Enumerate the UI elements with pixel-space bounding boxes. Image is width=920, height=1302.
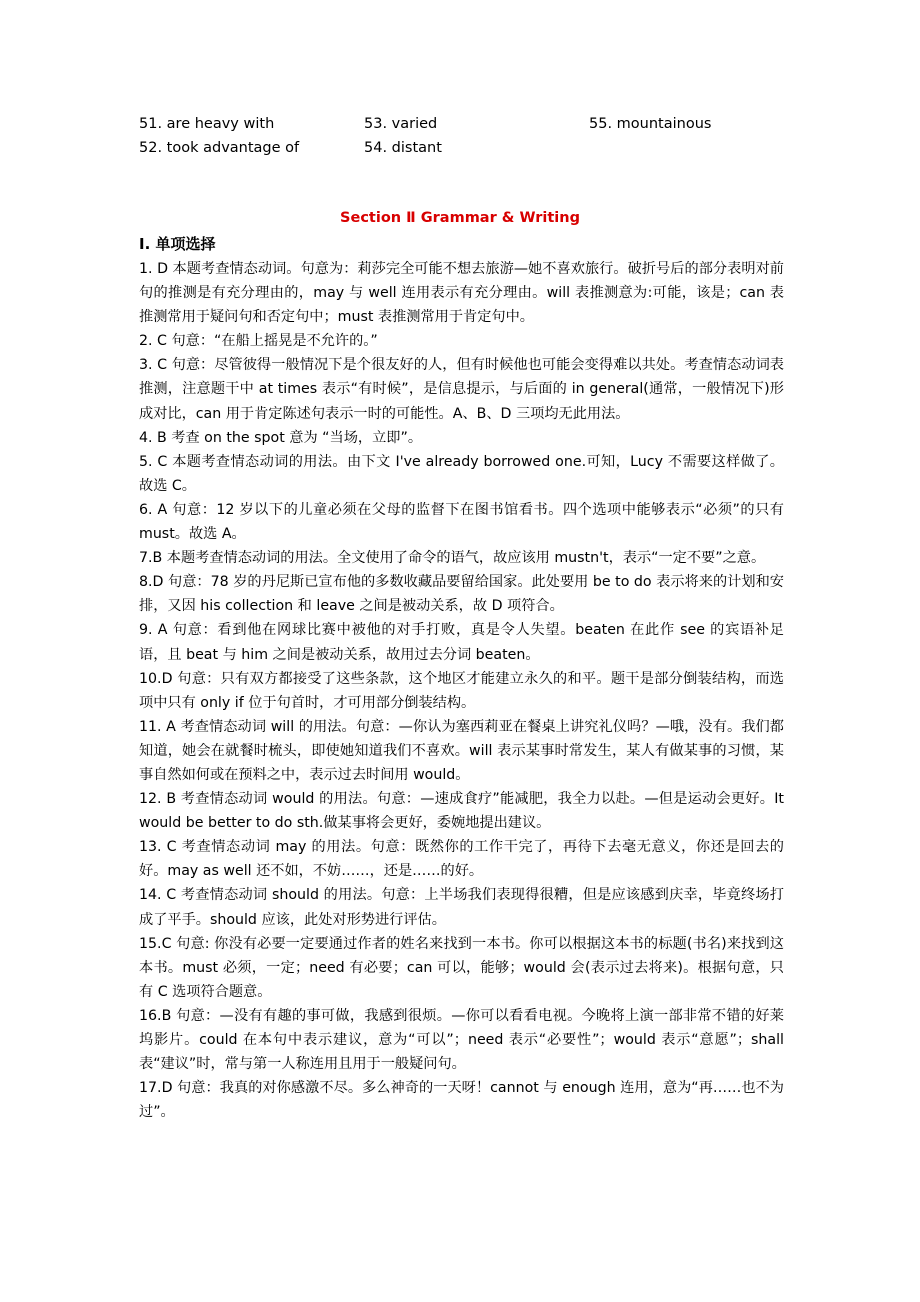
answer-item: 3. C 句意：尽管彼得一般情况下是个很友好的人，但有时候他也可能会变得难以共处。考查情态动词表推测，注意题干中 at times 表示“有时候”，是信息提示，与后面的 in general(通常，一般情况下)形成对比，can 用于肯定陈述句表示一时的可能性。A、B、D 三项均无此用法。 xyxy=(139,357,784,422)
vocab-item: 54. distant xyxy=(364,140,442,156)
answer-item: 17.D 句意：我真的对你感激不尽。多么神奇的一天呀！cannot 与 enough 连用，意为“再……也不为过”。 xyxy=(139,1080,784,1121)
answer-item: 4. B 考查 on the spot 意为 “当场，立即”。 xyxy=(139,429,423,446)
answer-item: 15.C 句意: 你没有必要一定要通过作者的姓名来找到一本书。你可以根据这本书的标题(书名)来找到这本书。must 必须，一定；need 有必要；can 可以，能够；would 会(表示过去将来)。根据句意，只有 C 选项符合题意。 xyxy=(139,935,784,1000)
answer-item: 13. C 考查情态动词 may 的用法。句意：既然你的工作干完了，再待下去毫无意义，你还是回去的好。may as well 还不如，不妨……，还是……的好。 xyxy=(139,839,784,880)
answer-item: 1. D 本题考查情态动词。句意为：莉莎完全可能不想去旅游—她不喜欢旅行。破折号后的部分表明对前句的推测是有充分理由的，may 与 well 连用表示有充分理由。will 表推测意为:可能，该是；can 表推测常用于疑问句和否定句中；must 表推测常用于肯定句中。 xyxy=(139,261,784,326)
answer-item: 2. C 句意：“在船上摇晃是不允许的。” xyxy=(139,333,378,350)
section-title: Section Ⅱ Grammar & Writing xyxy=(340,210,580,226)
answer-item: 8.D 句意：78 岁的丹尼斯已宣布他的多数收藏品要留给国家。此处要用 be to do 表示将来的计划和安排，又因 his collection 和 leave 之间是被动关系，故 D 项符合。 xyxy=(139,574,784,615)
answer-item: 11. A 考查情态动词 will 的用法。句意：—你认为塞西莉亚在餐桌上讲究礼仪吗？—哦，没有。我们都知道，她会在就餐时梳头，即使她知道我们不喜欢。will 表示某事时常发生，某人有做某事的习惯，某事自然如何或在预料之中，表示过去时间用 would。 xyxy=(139,718,784,783)
vocab-item: 53. varied xyxy=(364,116,438,132)
answer-item: 7.B 本题考查情态动词的用法。全文使用了命令的语气，故应该用 mustn't，表示“一定不要”之意。 xyxy=(139,550,766,567)
vocab-item: 51. are heavy with xyxy=(139,116,275,132)
answer-item: 9. A 句意：看到他在网球比赛中被他的对手打败，真是令人失望。beaten 在此作 see 的宾语补足语，且 beat 与 him 之间是被动关系，故用过去分词 beaten。 xyxy=(139,622,784,663)
answer-item: 5. C 本题考查情态动词的用法。由下文 I've already borrowed one.可知，Lucy 不需要这样做了。故选 C。 xyxy=(139,453,784,494)
answer-item: 10.D 句意：只有双方都接受了这些条款，这个地区才能建立永久的和平。题干是部分倒装结构，而选项中只有 only if 位于句首时，才可用部分倒装结构。 xyxy=(139,670,784,711)
vocabulary-answers xyxy=(139,114,779,158)
vocab-item: 55. mountainous xyxy=(589,116,712,132)
vocab-item: 52. took advantage of xyxy=(139,140,300,156)
answer-item: 14. C 考查情态动词 should 的用法。句意：上半场我们表现得很糟，但是应该感到庆幸，毕竟终场打成了平手。should 应该，此处对形势进行评估。 xyxy=(139,887,784,928)
answer-item: 12. B 考查情态动词 would 的用法。句意：—速成食疗”能减肥，我全力以赴。—但是运动会更好。It would be better to do sth.做某事将会更好，委婉地提出建议。 xyxy=(139,791,784,832)
answer-item: 6. A 句意：12 岁以下的儿童必须在父母的监督下在图书馆看书。四个选项中能够表示“必须”的只有 must。故选 A。 xyxy=(139,501,784,543)
answer-item: 16.B 句意：—没有有趣的事可做，我感到很烦。—你可以看看电视。今晚将上演一部非常不错的好莱坞影片。could 在本句中表示建议，意为“可以”；need 表示“必要性”；would 表示“意愿”；shall 表“建议”时，常与第一人称连用且用于一般疑问句。 xyxy=(139,1007,784,1073)
answer-explanations xyxy=(139,257,784,1124)
part-heading: Ⅰ. 单项选择 xyxy=(139,235,216,253)
